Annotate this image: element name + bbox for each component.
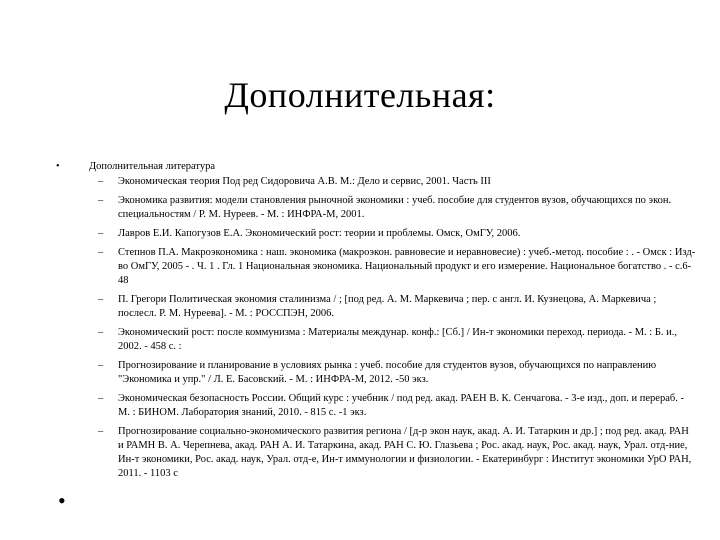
dash-icon: – bbox=[98, 327, 104, 338]
dash-icon: – bbox=[98, 247, 104, 258]
list-item bbox=[56, 359, 696, 387]
bullet-icon: • bbox=[56, 161, 60, 172]
literature-list bbox=[56, 175, 696, 481]
dash-icon: – bbox=[98, 360, 104, 371]
list-item-text: Лавров Е.И. Капогузов Е.А. Экономический рост: теории и проблемы. Омск, ОмГУ, 2006. bbox=[118, 228, 521, 239]
slide-title: Дополнительная: bbox=[224, 75, 496, 115]
list-item bbox=[56, 227, 696, 241]
list-item-text: Прогнозирование социально-экономического развития региона / [д-р экон наук, акад. А. И. Татаркин и др.] ; под ред. акад. РАН и РАМН В. А. Черепнева, акад. РАН А. И. Татаркина, акад. РАН С. Ю. Глазьева ; Рос. акад. наук, Рос. акад. наук, Урал. отд-ние, Ин-т экономики, Рос. акад. наук, Урал. отд-е, Ин-т иммунологии и физиологии. - Екатеринбург : Институт экономики УрО РАН, 2011. - 1103 с bbox=[118, 426, 692, 479]
list-item-text: Степнов П.А. Макроэкономика : наш. экономика (макроэкон. равновесие и неравновесие) : учеб.-метод. пособие : . - Омск : Изд-во ОмГУ, 2005 - . Ч. 1 . Гл. 1 Национальная экономика. Национальный продукт и его измерение. Национальное богатство . - с.6-48 bbox=[118, 247, 696, 286]
list-item bbox=[56, 425, 696, 481]
list-item bbox=[56, 246, 696, 288]
dash-icon: – bbox=[98, 176, 104, 187]
empty-bullet-icon: • bbox=[58, 488, 66, 513]
list-item-text: П. Грегори Политическая экономия сталинизма / ; [под ред. А. М. Маркевича ; пер. с англ. И. Кузнецова, А. Маркевича ; послесл. Р. М. Нуреева]. - М. : РОССПЭН, 2006. bbox=[118, 294, 657, 319]
list-item-text: Экономика развития: модели становления рыночной экономики : учеб. пособие для студентов вузов, обучающихся по экон. специальностям / Р. М. Нуреев. - М. : ИНФРА-М, 2001. bbox=[118, 195, 672, 220]
list-item bbox=[56, 392, 696, 420]
list-item-text: Прогнозирование и планирование в условиях рынка : учеб. пособие для студентов вузов, обучающихся по направлению "Экономика и упр." / Л. Е. Басовский. - М. : ИНФРА-М, 2012. -50 экз. bbox=[118, 360, 657, 385]
list-item bbox=[56, 293, 696, 321]
dash-icon: – bbox=[98, 426, 104, 437]
list-item bbox=[56, 194, 696, 222]
list-item bbox=[56, 326, 696, 354]
list-item-text: Экономическая безопасность России. Общий курс : учебник / под ред. акад. РАЕН В. К. Сенчагова. - 3-е изд., доп. и перераб. - М. : БИНОМ. Лаборатория знаний, 2010. - 815 с. -1 экз. bbox=[118, 393, 684, 418]
main-bullet-text: Дополнительная литература bbox=[89, 161, 215, 172]
slide-content bbox=[56, 160, 696, 481]
list-item bbox=[56, 175, 696, 189]
dash-icon: – bbox=[98, 393, 104, 404]
main-bullet bbox=[56, 160, 696, 173]
dash-icon: – bbox=[98, 195, 104, 206]
list-item-text: Экономический рост: после коммунизма : Материалы междунар. конф.: [Сб.] / Ин-т экономики переход. периода. - М. : Б. и., 2002. - 458 с. : bbox=[118, 327, 677, 352]
dash-icon: – bbox=[98, 294, 104, 305]
dash-icon: – bbox=[98, 228, 104, 239]
list-item-text: Экономическая теория Под ред Сидоровича А.В. М.: Дело и сервис, 2001. Часть III bbox=[118, 176, 491, 187]
